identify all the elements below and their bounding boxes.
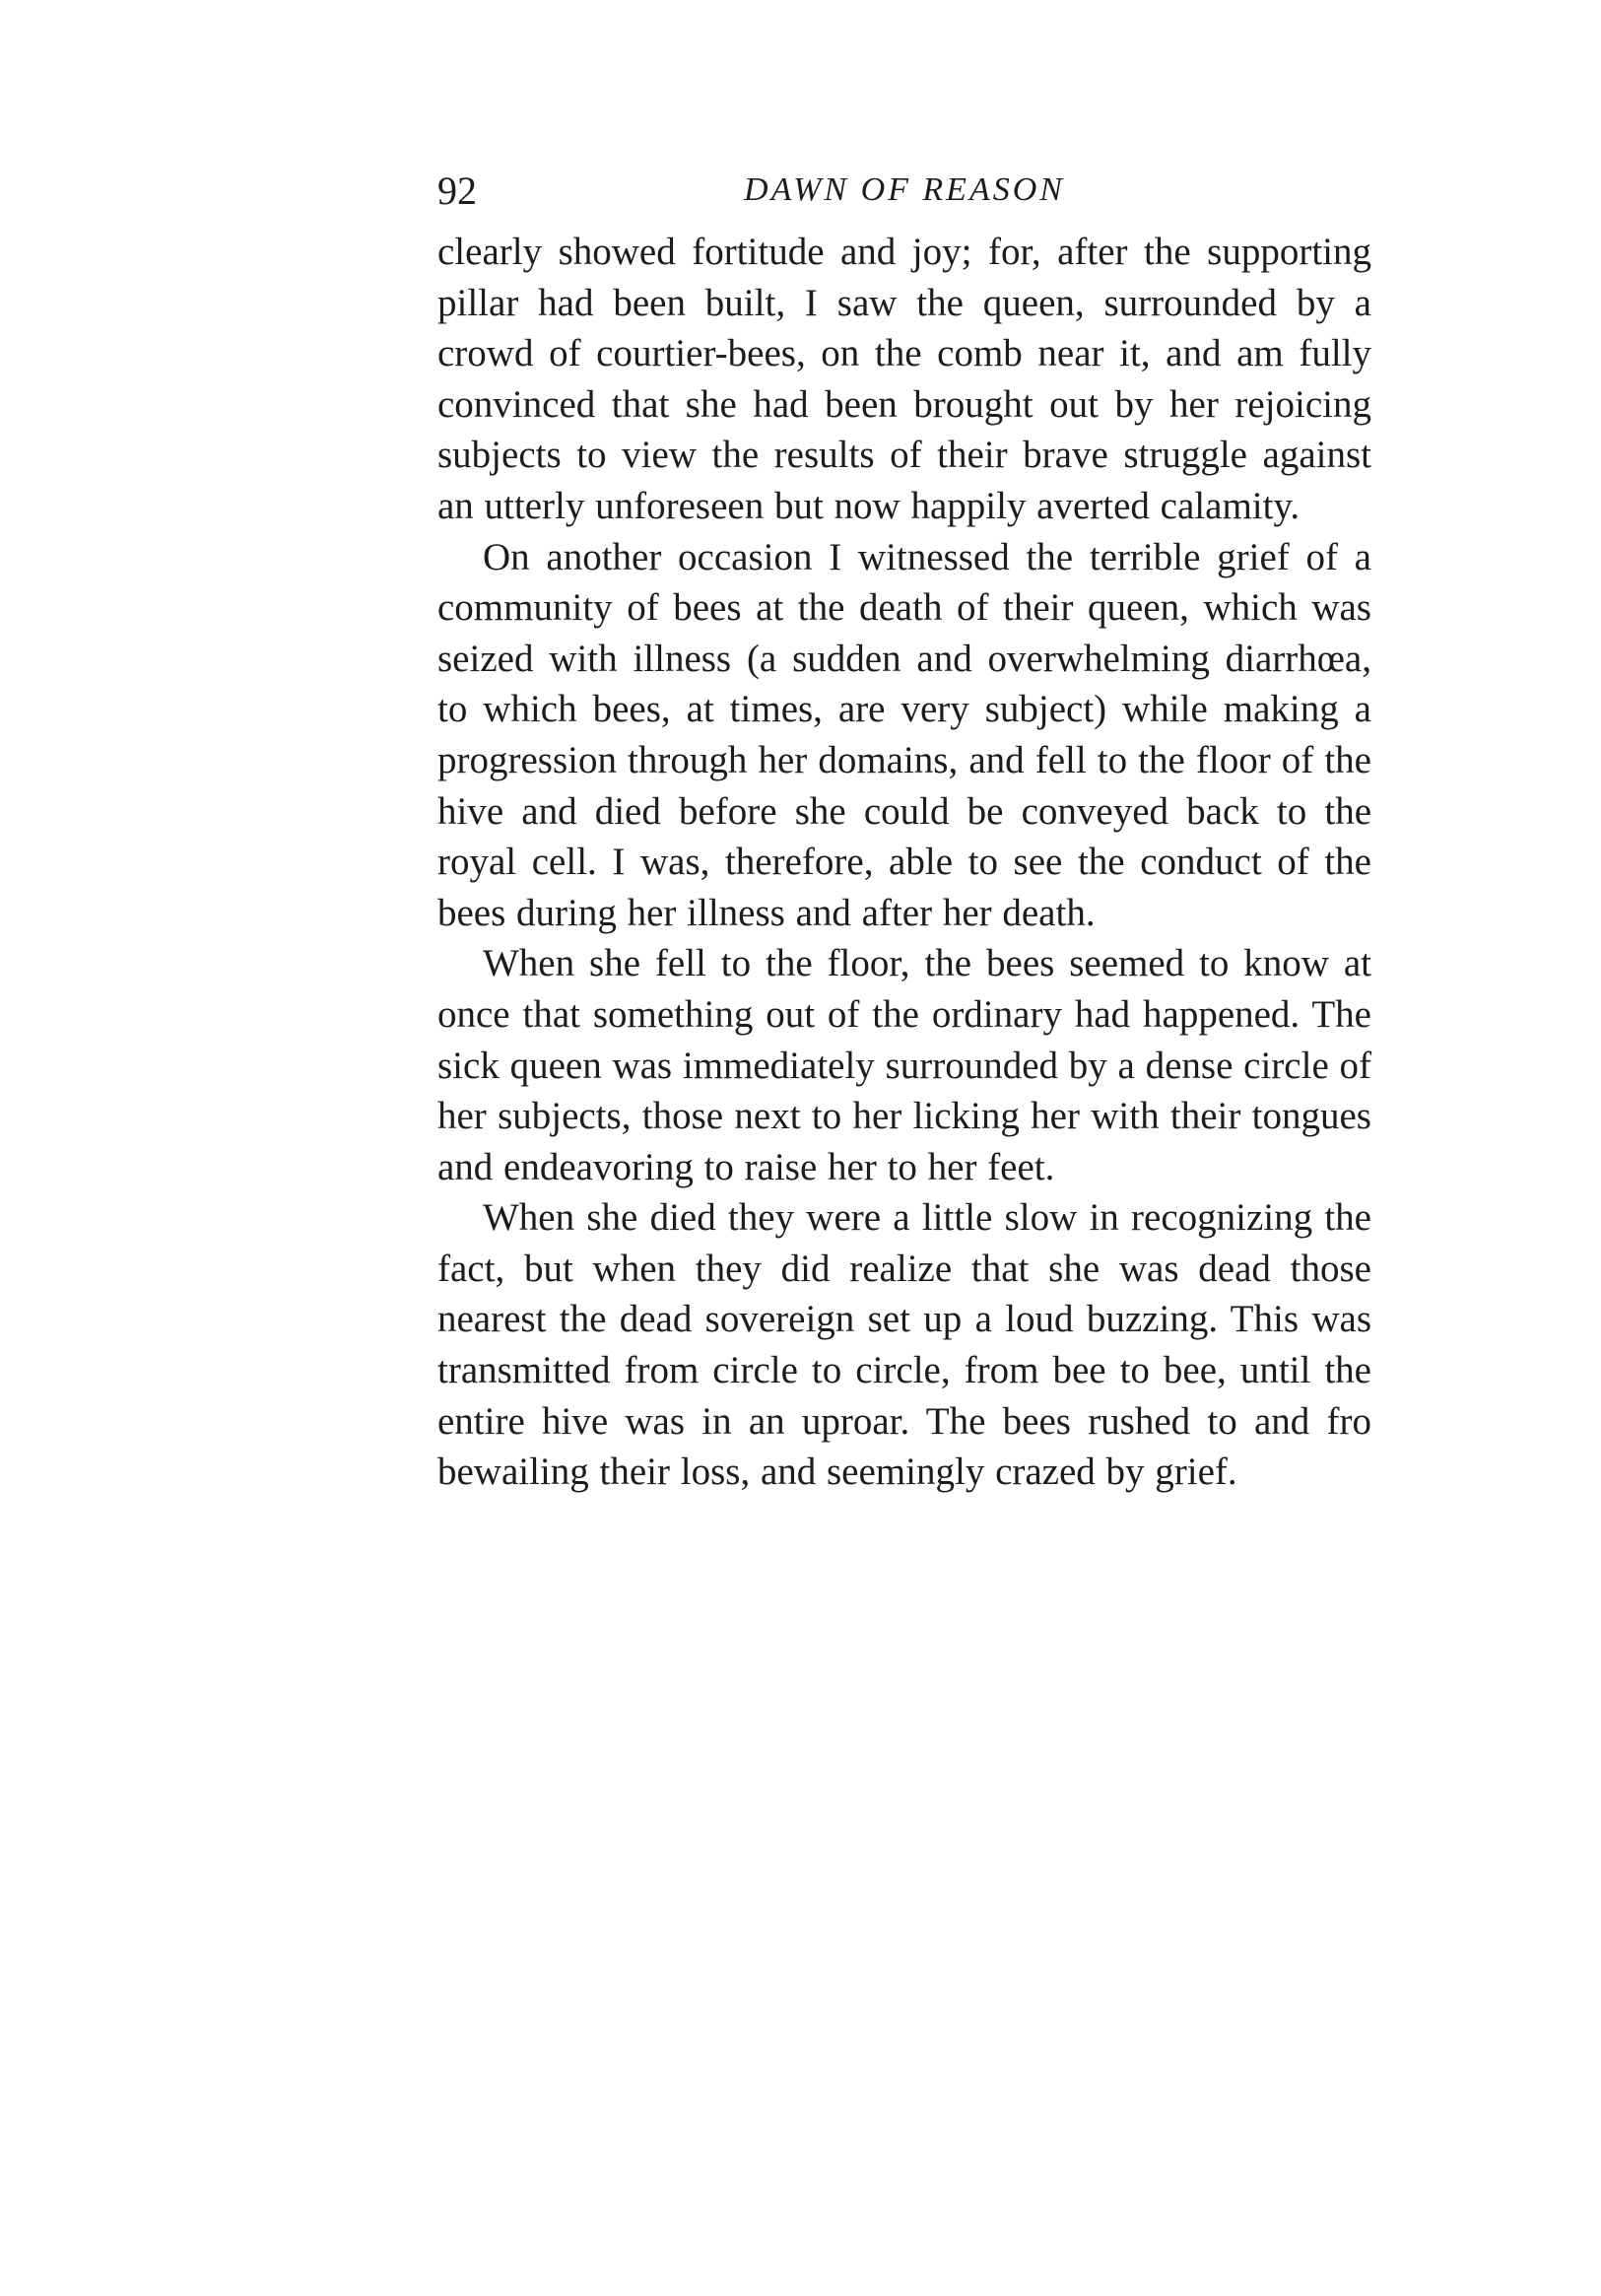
paragraph-4: When she died they were a little slow in recognizing the fact, but when they did realize that she was dead those nearest the dead sovereign set up a loud buzzing. This was transmitted from circle to circle, from bee to bee, until the entire hive was in an uproar. The bees rushed to and fro bewailing their loss, and seemingly crazed by grief. (437, 1196, 1371, 1494)
book-page (437, 158, 1371, 1498)
paragraph-3: When she fell to the floor, the bees seemed to know at once that something out of the ordinary had happened. The sick queen was immediately surrounded by a dense circle of her subjects, those next to her licking her with their tongues and endeavoring to raise her to her feet. (437, 942, 1371, 1188)
paragraph-1: clearly showed fortitude and joy; for, after the supporting pillar had been built, I saw the queen, surrounded by a crowd of courtier-bees, on the comb near it, and am fully convinced that she had been brought out by her rejoicing subjects to view the results of their brave struggle against an utterly unforeseen but now happily averted calamity. (437, 231, 1371, 527)
running-head (437, 158, 1371, 227)
paragraph-2: On another occasion I witnessed the terrible grief of a community of bees at the death of their queen, which was seized with illness (a sudden and overwhelming diarrhœa, to which bees, at times, are very subject) while making a progression through her domains, and fell to the floor of the hive and died before she could be conveyed back to the royal cell. I was, therefore, able to see the conduct of the bees during her illness and after her death. (437, 535, 1371, 934)
running-title: DAWN OF REASON (744, 171, 1065, 208)
page-number: 92 (437, 169, 477, 213)
body-text (437, 227, 1371, 1498)
